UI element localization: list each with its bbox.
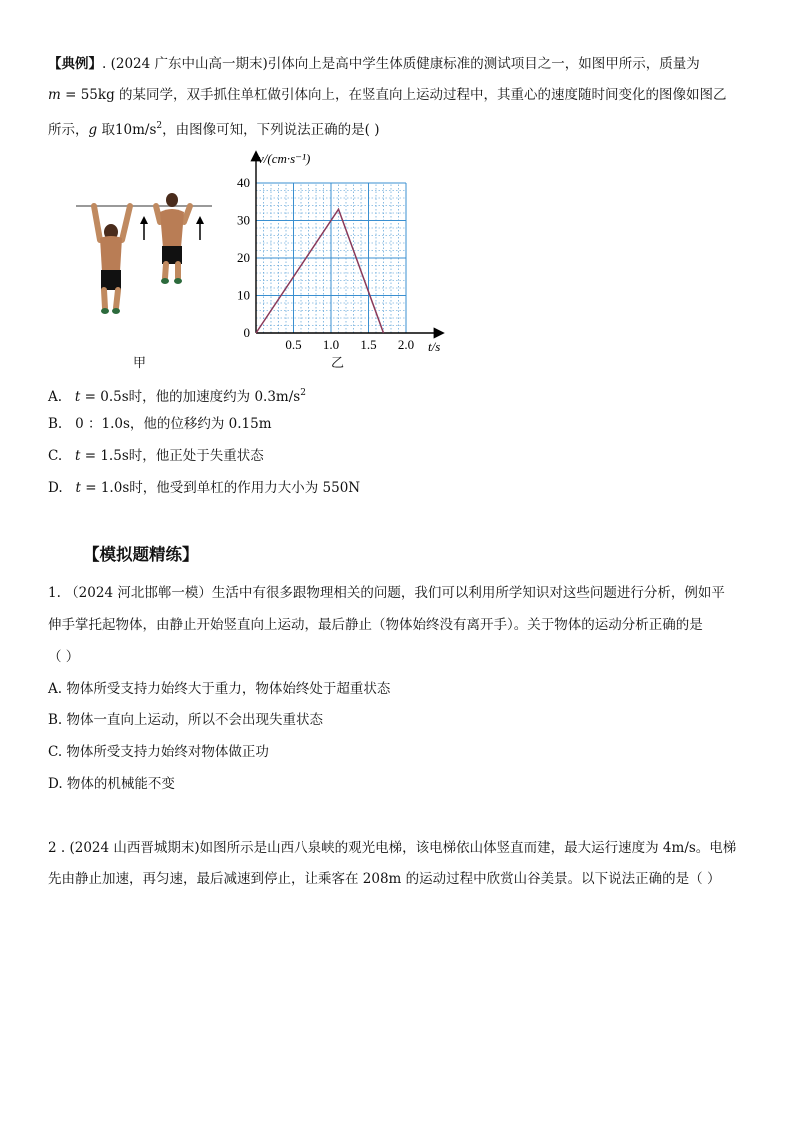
y-tick-label: 20 <box>237 250 250 265</box>
option-letter: C. <box>48 448 63 464</box>
example-text-2: 的某同学，双手抓住单杠做引体向上，在竖直向上运动过程中，其重心的速度随时间变化的图像如图乙 <box>114 87 727 103</box>
q1-option-b: B. 物体一直向上运动，所以不会出现失重状态 <box>48 712 324 728</box>
q1-option-a: A. 物体所受支持力始终大于重力，物体始终处于超重状态 <box>48 681 391 697</box>
option-text: = 1.5s时，他正处于失重状态 <box>80 448 264 464</box>
q1-line-3: （ ） <box>48 649 80 665</box>
x-tick-label: 2.0 <box>397 337 415 352</box>
x-tick-label: 0.5 <box>285 337 302 352</box>
example-text-1: . (2024 广东中山高一期末)引体向上是高中学生体质健康标准的测试项目之一，如图甲所示，质量为 <box>102 56 700 72</box>
y-axis-label: v/(cm·s⁻¹) <box>258 151 311 166</box>
x-axis-label: t/s <box>428 339 441 354</box>
example-line-1 <box>48 54 700 74</box>
example-text-3a: 所示， <box>48 122 89 138</box>
option-text: 0 ：1.0s，他的位移约为 0.15m <box>75 416 272 432</box>
option-letter: D. <box>48 480 63 496</box>
q2-line-1: 2 . (2024 山西晋城期末)如图所示是山西八泉峡的观光电梯，该电梯依山体竖直而建，最大运行速度为 4m/s。电梯 <box>48 840 737 856</box>
example-option-d <box>48 478 360 498</box>
section-title: 【模拟题精练】 <box>83 545 199 564</box>
figure-label-jia: 甲 <box>133 356 147 371</box>
option-letter: A. <box>48 389 63 405</box>
example-option-a <box>48 383 306 407</box>
arrow-up-icon <box>196 216 204 240</box>
chart-grid <box>256 183 406 333</box>
time-variable: t <box>74 389 81 405</box>
x-tick-label: 1.0 <box>322 337 340 352</box>
q1-line-1: 1. （2024 河北邯郸一模）生活中有很多跟物理相关的问题，我们可以利用所学知识对这些问题进行分析，例如平 <box>48 585 725 601</box>
y-tick-label: 30 <box>237 212 250 228</box>
person-hanging-figure <box>94 206 130 314</box>
example-option-c <box>48 446 264 466</box>
pullup-illustration <box>74 190 214 320</box>
q1-line-2: 伸手掌托起物体，由静止开始竖直向上运动，最后静止（物体始终没有离开手）。关于物体的运动分析正确的是 <box>48 617 703 633</box>
figure-label-yi: 乙 <box>331 356 345 371</box>
x-tick-label: 1.5 <box>360 337 377 352</box>
example-line-2 <box>48 85 727 105</box>
y-tick-label: 0 <box>243 325 250 340</box>
time-variable: t <box>75 480 81 496</box>
mass-variable: m <box>48 87 61 103</box>
velocity-time-chart <box>228 145 458 357</box>
arrow-up-icon <box>140 216 148 240</box>
time-variable: t <box>75 448 81 464</box>
example-line-3 <box>48 116 379 140</box>
g-unit-superscript: 2 <box>156 121 163 131</box>
example-text-3c: ，由图像可知，下列说法正确的是( ) <box>162 122 380 138</box>
y-tick-label: 10 <box>237 287 250 303</box>
option-letter: B. <box>48 416 63 432</box>
g-variable: g <box>88 122 98 138</box>
option-text: = 1.0s时，他受到单杠的作用力大小为 550N <box>80 480 361 496</box>
q1-option-d: D. 物体的机械能不变 <box>48 776 175 792</box>
y-tick-label: 40 <box>237 175 250 190</box>
option-text: = 0.5s时，他的加速度约为 0.3m/s <box>80 389 301 405</box>
option-superscript: 2 <box>300 388 306 398</box>
example-tag: 【典例】 <box>48 56 102 72</box>
example-text-3b: 取10m/s <box>97 122 157 138</box>
q2-line-2: 先由静止加速，再匀速，最后减速到停止，让乘客在 208m 的运动过程中欣赏山谷美景。以下说法正确的是（ ） <box>48 871 721 887</box>
example-option-b <box>48 414 272 434</box>
mass-value: = 55kg <box>60 87 115 103</box>
q1-option-c: C. 物体所受支持力始终对物体做正功 <box>48 744 269 760</box>
